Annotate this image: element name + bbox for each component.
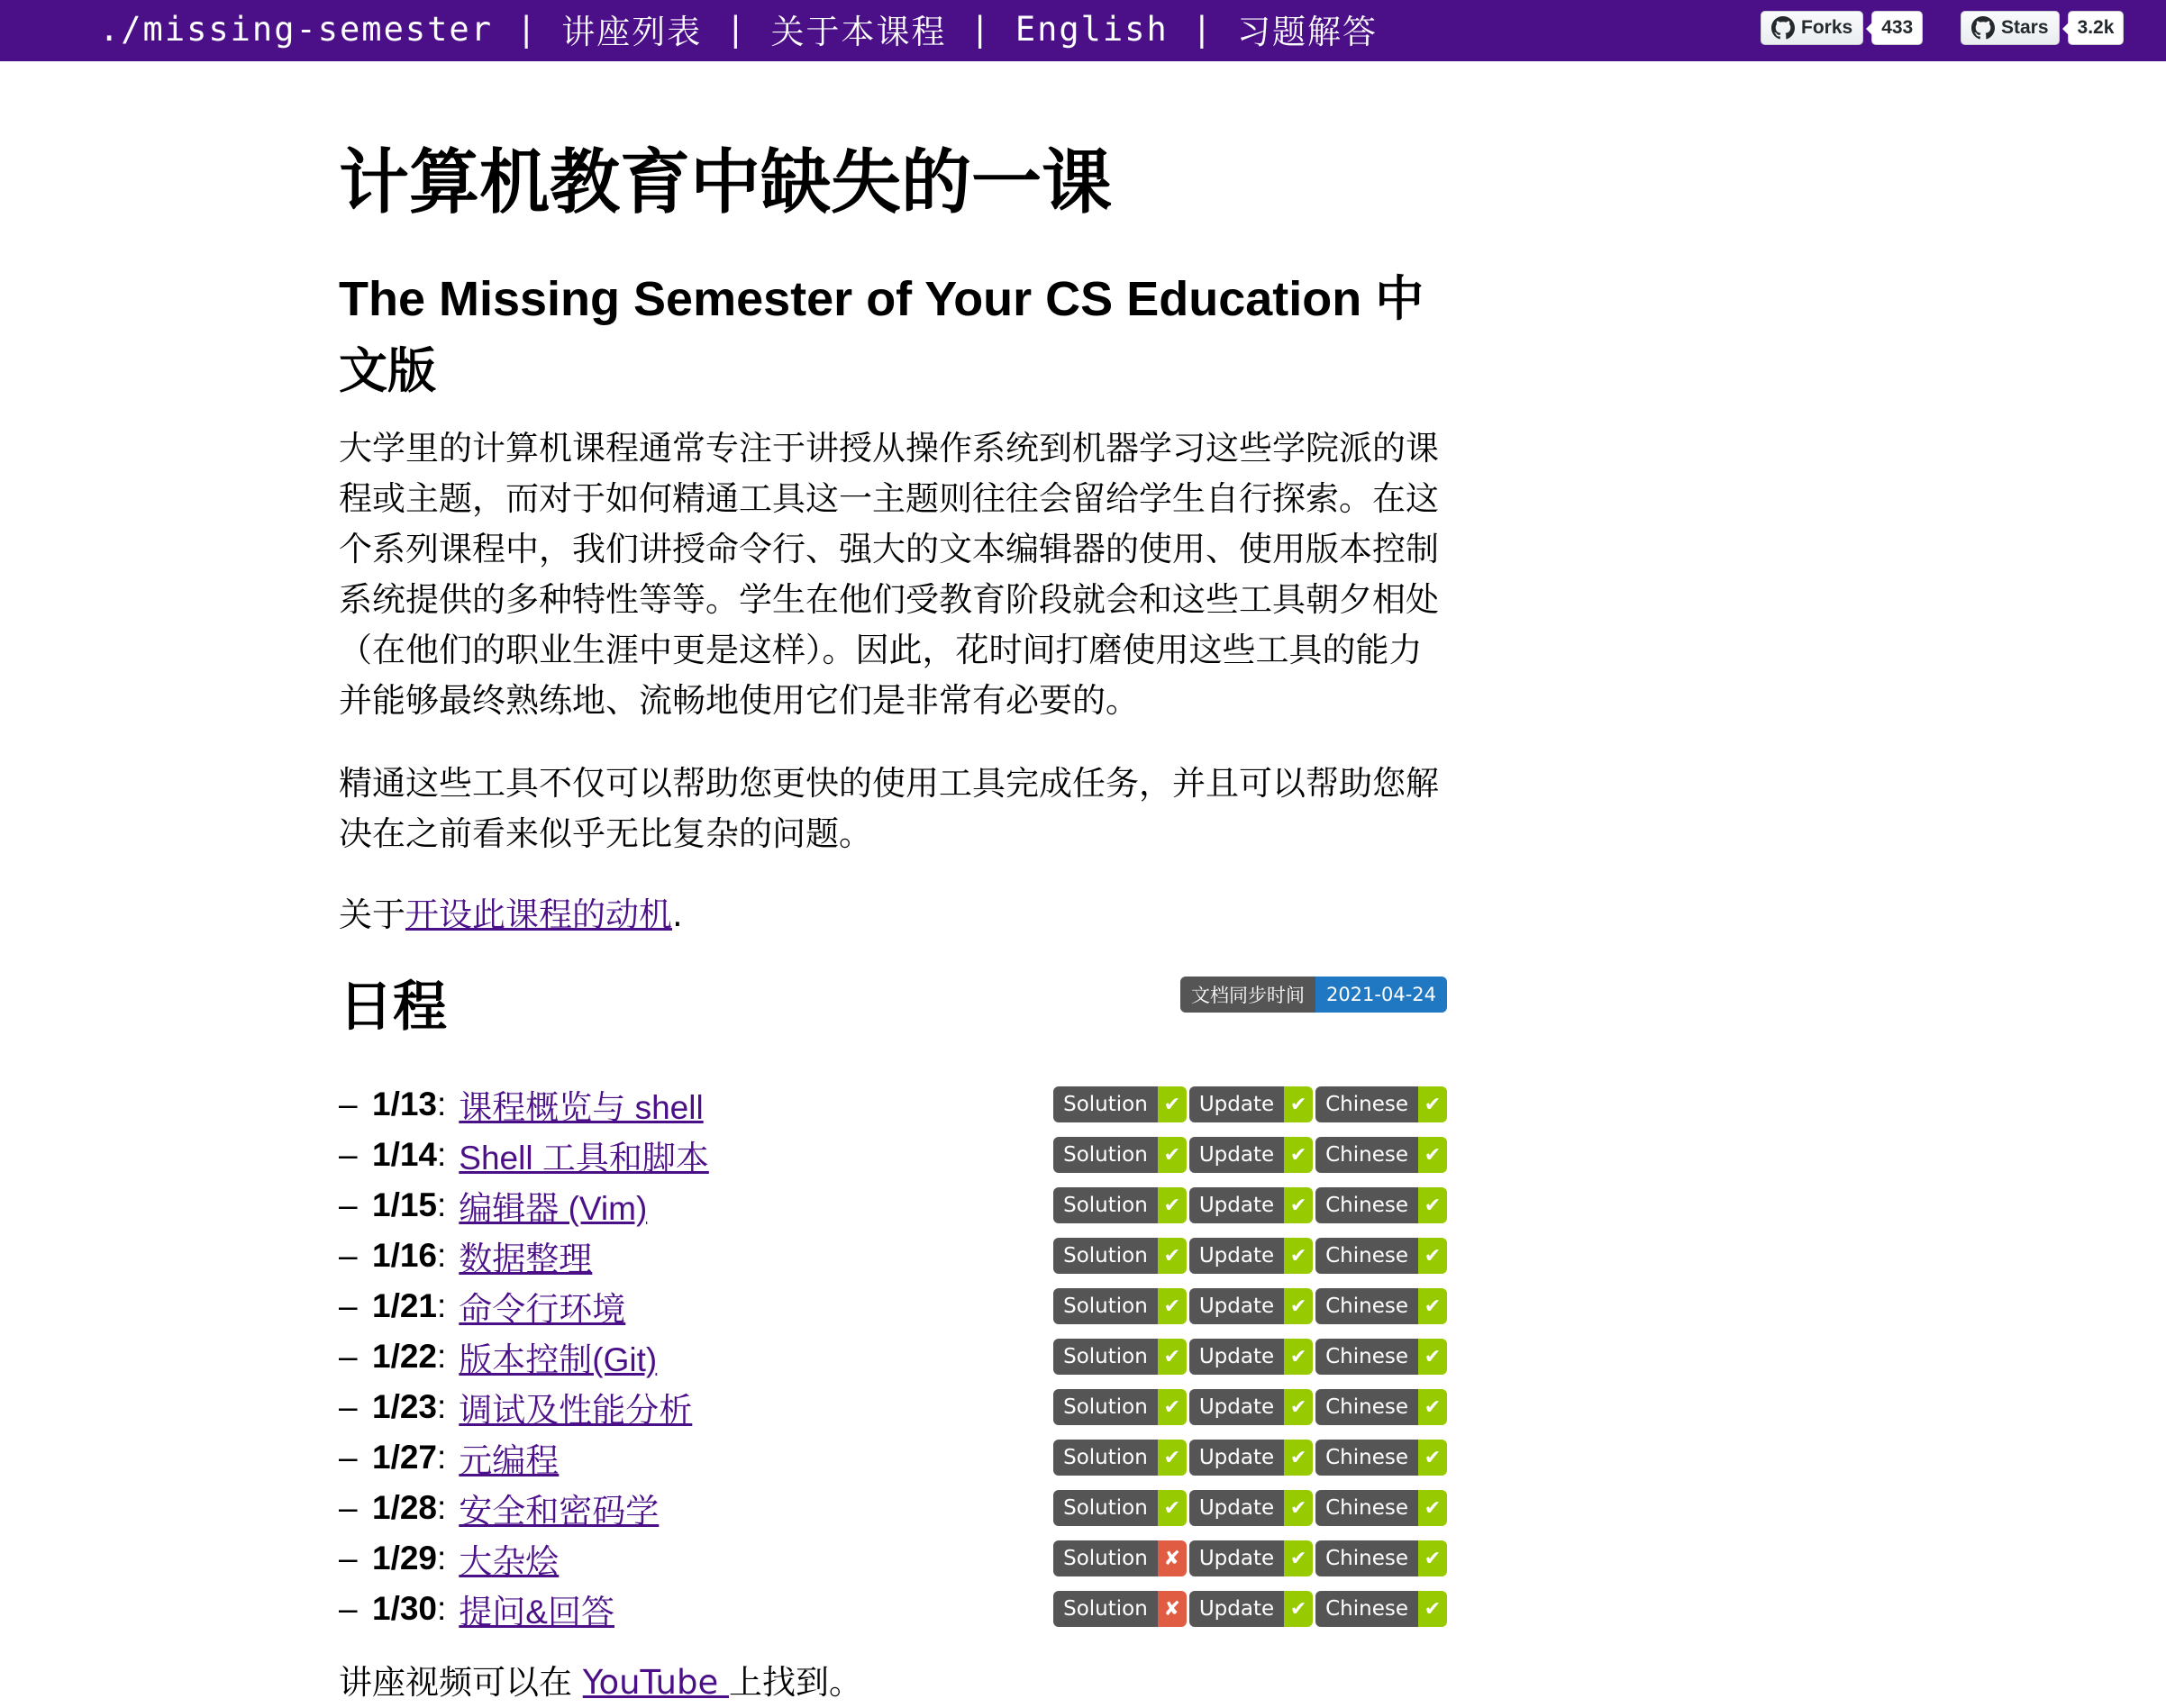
nav-item-english[interactable]: English bbox=[1015, 9, 1169, 49]
footer-suffix: 上找到。 bbox=[728, 1663, 862, 1702]
lecture-item bbox=[339, 1079, 1447, 1130]
lecture-status-badges bbox=[1053, 1490, 1447, 1526]
chinese-badge-label: Chinese bbox=[1315, 1137, 1418, 1173]
lecture-date: 1/29 bbox=[372, 1540, 438, 1576]
check-icon: ✔ bbox=[1158, 1440, 1187, 1476]
github-forks-label: Forks bbox=[1801, 17, 1853, 38]
main-content bbox=[339, 133, 1447, 1708]
footer-paragraph bbox=[339, 1658, 1447, 1708]
chinese-badge-label: Chinese bbox=[1315, 1490, 1418, 1526]
nav-separator: | bbox=[725, 9, 748, 49]
update-badge-label: Update bbox=[1189, 1440, 1284, 1476]
update-badge-label: Update bbox=[1189, 1540, 1284, 1576]
solution-badge-label: Solution bbox=[1053, 1440, 1158, 1476]
solution-badge-label: Solution bbox=[1053, 1339, 1158, 1375]
check-icon: ✔ bbox=[1418, 1187, 1447, 1223]
github-forks-button[interactable] bbox=[1761, 11, 1863, 45]
update-badge-label: Update bbox=[1189, 1137, 1284, 1173]
lecture-date: 1/23 bbox=[372, 1388, 438, 1425]
solution-badge-label: Solution bbox=[1053, 1540, 1158, 1576]
update-badge[interactable] bbox=[1189, 1591, 1313, 1627]
top-nav-bar bbox=[0, 0, 2166, 61]
lecture-item bbox=[339, 1180, 1447, 1231]
sync-date-badge bbox=[1180, 977, 1447, 1013]
solution-badge[interactable] bbox=[1053, 1187, 1187, 1223]
check-icon: ✔ bbox=[1284, 1137, 1313, 1173]
github-stars-count[interactable]: 3.2k bbox=[2068, 11, 2125, 45]
list-dash: – bbox=[339, 1086, 358, 1122]
solution-badge[interactable] bbox=[1053, 1288, 1187, 1324]
lecture-date: 1/16 bbox=[372, 1237, 438, 1274]
check-icon: ✔ bbox=[1418, 1540, 1447, 1576]
solution-badge-label: Solution bbox=[1053, 1187, 1158, 1223]
list-dash: – bbox=[339, 1540, 358, 1576]
lecture-item bbox=[339, 1432, 1447, 1483]
update-badge[interactable] bbox=[1189, 1389, 1313, 1425]
solution-badge-label: Solution bbox=[1053, 1490, 1158, 1526]
check-icon: ✔ bbox=[1418, 1137, 1447, 1173]
lecture-date: 1/14 bbox=[372, 1136, 438, 1173]
update-badge-label: Update bbox=[1189, 1288, 1284, 1324]
update-badge-label: Update bbox=[1189, 1238, 1284, 1274]
check-icon: ✔ bbox=[1158, 1389, 1187, 1425]
lecture-item bbox=[339, 1483, 1447, 1533]
lecture-status-badges bbox=[1053, 1389, 1447, 1425]
chinese-badge[interactable] bbox=[1315, 1490, 1447, 1526]
check-icon: ✔ bbox=[1284, 1238, 1313, 1274]
date-colon: : bbox=[437, 1237, 447, 1274]
update-badge[interactable] bbox=[1189, 1187, 1313, 1223]
date-colon: : bbox=[437, 1186, 447, 1223]
solution-badge-label: Solution bbox=[1053, 1086, 1158, 1122]
lecture-link[interactable]: 命令行环境 bbox=[459, 1291, 626, 1328]
footer-prefix: 讲座视频可以在 bbox=[339, 1663, 583, 1702]
chinese-badge-label: Chinese bbox=[1315, 1591, 1418, 1627]
lecture-link[interactable]: Shell 工具和脚本 bbox=[459, 1140, 709, 1177]
github-forks-widget bbox=[1761, 11, 1923, 45]
check-icon: ✔ bbox=[1418, 1591, 1447, 1627]
lecture-status-badges bbox=[1053, 1238, 1447, 1274]
date-colon: : bbox=[437, 1086, 447, 1122]
update-badge-label: Update bbox=[1189, 1086, 1284, 1122]
chinese-badge[interactable] bbox=[1315, 1389, 1447, 1425]
check-icon: ✔ bbox=[1284, 1440, 1313, 1476]
nav-item-about[interactable]: 关于本课程 bbox=[770, 13, 947, 51]
solution-badge-label: Solution bbox=[1053, 1137, 1158, 1173]
lecture-link[interactable]: 版本控制(Git) bbox=[459, 1341, 658, 1378]
intro-paragraph: 大学里的计算机课程通常专注于讲授从操作系统到机器学习这些学院派的课程或主题，而对于如何精通工具这一主题则往往会留给学生自行探索。在这个系列课程中，我们讲授命令行、强大的文本编辑器的使用、使用版本控制系统提供的多种特性等等。学生在他们受教育阶段就会和这些工具朝夕相处（在他们的职业生涯中更是这样）。因此，花时间打磨使用这些工具的能力并能够最终熟练地、流畅地使用它们是非常有必要的。 bbox=[339, 429, 1439, 720]
lecture-item bbox=[339, 1382, 1447, 1432]
check-icon: ✔ bbox=[1158, 1339, 1187, 1375]
chinese-badge-label: Chinese bbox=[1315, 1288, 1418, 1324]
update-badge-label: Update bbox=[1189, 1187, 1284, 1223]
solution-badge-label: Solution bbox=[1053, 1591, 1158, 1627]
nav-home-link[interactable]: ./missing-semester bbox=[99, 9, 493, 49]
solution-badge[interactable] bbox=[1053, 1086, 1187, 1122]
nav-separator: | bbox=[1191, 9, 1215, 49]
solution-badge[interactable] bbox=[1053, 1389, 1187, 1425]
check-icon: ✔ bbox=[1284, 1389, 1313, 1425]
check-icon: ✔ bbox=[1158, 1238, 1187, 1274]
lecture-list bbox=[339, 1079, 1447, 1634]
github-stars-widget bbox=[1961, 11, 2124, 45]
chinese-badge[interactable] bbox=[1315, 1187, 1447, 1223]
check-icon: ✔ bbox=[1284, 1490, 1313, 1526]
nav-separator: | bbox=[515, 9, 539, 49]
page-title: 计算机教育中缺失的一课 bbox=[339, 142, 1113, 223]
chinese-badge[interactable] bbox=[1315, 1086, 1447, 1122]
chinese-badge-label: Chinese bbox=[1315, 1389, 1418, 1425]
list-dash: – bbox=[339, 1287, 358, 1324]
update-badge-label: Update bbox=[1189, 1490, 1284, 1526]
github-stars-button[interactable] bbox=[1961, 11, 2060, 45]
page-subtitle: The Missing Semester of Your CS Education 中文版 bbox=[339, 272, 1424, 398]
lecture-item bbox=[339, 1584, 1447, 1634]
solution-badge-label: Solution bbox=[1053, 1238, 1158, 1274]
date-colon: : bbox=[437, 1136, 447, 1173]
update-badge[interactable] bbox=[1189, 1086, 1313, 1122]
motivation-link[interactable]: 开设此课程的动机 bbox=[405, 895, 672, 934]
check-icon: ✔ bbox=[1158, 1086, 1187, 1122]
update-badge[interactable] bbox=[1189, 1137, 1313, 1173]
update-badge-label: Update bbox=[1189, 1591, 1284, 1627]
check-icon: ✔ bbox=[1418, 1238, 1447, 1274]
sync-label: 文档同步时间 bbox=[1180, 977, 1315, 1013]
solution-badge[interactable] bbox=[1053, 1540, 1187, 1576]
chinese-badge-label: Chinese bbox=[1315, 1086, 1418, 1122]
lecture-status-badges bbox=[1053, 1339, 1447, 1375]
lecture-date: 1/28 bbox=[372, 1489, 438, 1526]
date-colon: : bbox=[437, 1489, 447, 1526]
chinese-badge-label: Chinese bbox=[1315, 1540, 1418, 1576]
chinese-badge[interactable] bbox=[1315, 1238, 1447, 1274]
date-colon: : bbox=[437, 1287, 447, 1324]
chinese-badge[interactable] bbox=[1315, 1440, 1447, 1476]
update-badge[interactable] bbox=[1189, 1339, 1313, 1375]
github-forks-count[interactable]: 433 bbox=[1871, 11, 1923, 45]
list-dash: – bbox=[339, 1136, 358, 1173]
solution-badge[interactable] bbox=[1053, 1339, 1187, 1375]
solution-badge-label: Solution bbox=[1053, 1288, 1158, 1324]
solution-badge[interactable] bbox=[1053, 1137, 1187, 1173]
check-icon: ✔ bbox=[1284, 1339, 1313, 1375]
solution-badge-label: Solution bbox=[1053, 1389, 1158, 1425]
check-icon: ✔ bbox=[1418, 1288, 1447, 1324]
solution-badge[interactable] bbox=[1053, 1490, 1187, 1526]
lecture-status-badges bbox=[1053, 1591, 1447, 1627]
update-badge[interactable] bbox=[1189, 1540, 1313, 1576]
check-icon: ✔ bbox=[1158, 1490, 1187, 1526]
lecture-status-badges bbox=[1053, 1187, 1447, 1223]
lecture-link[interactable]: 数据整理 bbox=[459, 1240, 593, 1277]
chinese-badge[interactable] bbox=[1315, 1339, 1447, 1375]
lecture-date: 1/30 bbox=[372, 1590, 438, 1627]
chinese-badge-label: Chinese bbox=[1315, 1339, 1418, 1375]
list-dash: – bbox=[339, 1590, 358, 1627]
schedule-heading: 日程 bbox=[339, 976, 447, 1039]
update-badge-label: Update bbox=[1189, 1339, 1284, 1375]
lecture-link[interactable]: 编辑器 (Vim) bbox=[459, 1190, 648, 1227]
lecture-item bbox=[339, 1231, 1447, 1281]
motivation-prefix: 关于 bbox=[339, 895, 405, 934]
nav-item-solutions[interactable]: 习题解答 bbox=[1237, 13, 1379, 51]
update-badge[interactable] bbox=[1189, 1288, 1313, 1324]
cross-icon: ✘ bbox=[1158, 1540, 1187, 1576]
lecture-status-badges bbox=[1053, 1137, 1447, 1173]
lecture-status-badges bbox=[1053, 1440, 1447, 1476]
lecture-status-badges bbox=[1053, 1540, 1447, 1576]
benefit-paragraph: 精通这些工具不仅可以帮助您更快的使用工具完成任务，并且可以帮助您解决在之前看来似乎无比复杂的问题。 bbox=[339, 764, 1439, 853]
chinese-badge[interactable] bbox=[1315, 1288, 1447, 1324]
github-icon bbox=[1971, 16, 1995, 40]
schedule-header bbox=[339, 971, 1447, 1043]
solution-badge[interactable] bbox=[1053, 1238, 1187, 1274]
lecture-link[interactable]: 提问&回答 bbox=[459, 1594, 614, 1631]
date-colon: : bbox=[437, 1590, 447, 1627]
date-colon: : bbox=[437, 1338, 447, 1375]
lecture-link[interactable]: 课程概览与 shell bbox=[459, 1089, 704, 1126]
chinese-badge-label: Chinese bbox=[1315, 1238, 1418, 1274]
lecture-link[interactable]: 调试及性能分析 bbox=[459, 1392, 693, 1429]
chinese-badge[interactable] bbox=[1315, 1540, 1447, 1576]
motivation-suffix: . bbox=[672, 895, 683, 934]
lecture-status-badges bbox=[1053, 1086, 1447, 1122]
chinese-badge[interactable] bbox=[1315, 1137, 1447, 1173]
check-icon: ✔ bbox=[1284, 1086, 1313, 1122]
update-badge[interactable] bbox=[1189, 1238, 1313, 1274]
check-icon: ✔ bbox=[1158, 1137, 1187, 1173]
check-icon: ✔ bbox=[1284, 1187, 1313, 1223]
lecture-status-badges bbox=[1053, 1288, 1447, 1324]
list-dash: – bbox=[339, 1439, 358, 1476]
solution-badge[interactable] bbox=[1053, 1591, 1187, 1627]
check-icon: ✔ bbox=[1158, 1187, 1187, 1223]
youtube-link[interactable]: YouTube bbox=[582, 1663, 729, 1702]
list-dash: – bbox=[339, 1489, 358, 1526]
check-icon: ✔ bbox=[1284, 1591, 1313, 1627]
check-icon: ✔ bbox=[1284, 1288, 1313, 1324]
cross-icon: ✘ bbox=[1158, 1591, 1187, 1627]
nav-item-lectures[interactable]: 讲座列表 bbox=[561, 13, 703, 51]
date-colon: : bbox=[437, 1540, 447, 1576]
list-dash: – bbox=[339, 1186, 358, 1223]
date-colon: : bbox=[437, 1388, 447, 1425]
check-icon: ✔ bbox=[1418, 1389, 1447, 1425]
lecture-item bbox=[339, 1533, 1447, 1584]
lecture-item bbox=[339, 1331, 1447, 1382]
nav-menu bbox=[99, 0, 1378, 58]
update-badge[interactable] bbox=[1189, 1490, 1313, 1526]
motivation-paragraph bbox=[339, 890, 1447, 940]
lecture-item bbox=[339, 1130, 1447, 1180]
github-icon bbox=[1771, 16, 1795, 40]
nav-separator: | bbox=[969, 9, 992, 49]
solution-badge[interactable] bbox=[1053, 1440, 1187, 1476]
lecture-link[interactable]: 安全和密码学 bbox=[459, 1493, 660, 1530]
chinese-badge-label: Chinese bbox=[1315, 1187, 1418, 1223]
github-stars-label: Stars bbox=[2001, 17, 2049, 38]
lecture-date: 1/27 bbox=[372, 1439, 438, 1476]
lecture-link[interactable]: 大杂烩 bbox=[459, 1543, 560, 1580]
lecture-date: 1/15 bbox=[372, 1186, 438, 1223]
list-dash: – bbox=[339, 1338, 358, 1375]
sync-date: 2021-04-24 bbox=[1315, 977, 1447, 1013]
date-colon: : bbox=[437, 1439, 447, 1476]
list-dash: – bbox=[339, 1237, 358, 1274]
chinese-badge-label: Chinese bbox=[1315, 1440, 1418, 1476]
check-icon: ✔ bbox=[1418, 1440, 1447, 1476]
update-badge[interactable] bbox=[1189, 1440, 1313, 1476]
check-icon: ✔ bbox=[1418, 1339, 1447, 1375]
list-dash: – bbox=[339, 1388, 358, 1425]
check-icon: ✔ bbox=[1284, 1540, 1313, 1576]
check-icon: ✔ bbox=[1158, 1288, 1187, 1324]
lecture-item bbox=[339, 1281, 1447, 1331]
check-icon: ✔ bbox=[1418, 1086, 1447, 1122]
lecture-date: 1/13 bbox=[372, 1086, 438, 1122]
lecture-date: 1/22 bbox=[372, 1338, 438, 1375]
lecture-date: 1/21 bbox=[372, 1287, 438, 1324]
update-badge-label: Update bbox=[1189, 1389, 1284, 1425]
check-icon: ✔ bbox=[1418, 1490, 1447, 1526]
lecture-link[interactable]: 元编程 bbox=[459, 1442, 560, 1479]
chinese-badge[interactable] bbox=[1315, 1591, 1447, 1627]
